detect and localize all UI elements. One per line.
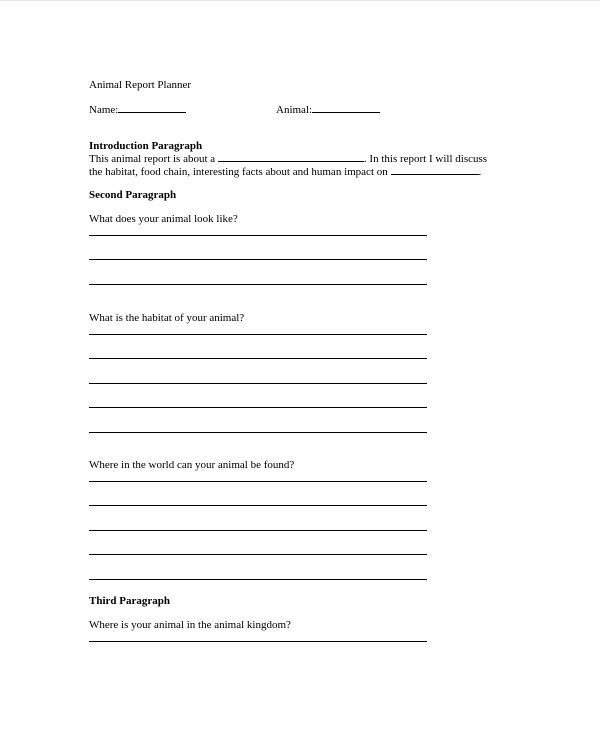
intro-topic-blank[interactable] (391, 165, 479, 175)
name-blank[interactable] (118, 103, 186, 113)
answer-line[interactable] (89, 505, 427, 506)
answer-line[interactable] (89, 407, 427, 408)
answer-line[interactable] (89, 284, 427, 285)
name-label: Name: (89, 104, 119, 116)
intro-line-1 (89, 152, 487, 166)
question-habitat: What is the habitat of your animal? (89, 312, 245, 324)
third-paragraph-heading: Third Paragraph (89, 595, 170, 607)
page-top-border (0, 0, 600, 1)
intro-animal-blank[interactable] (218, 152, 364, 162)
question-location: Where in the world can your animal be found? (89, 459, 295, 471)
intro-line-2-text: the habitat, food chain, interesting facts about and human impact on (89, 166, 388, 178)
answer-line[interactable] (89, 334, 427, 335)
answer-line[interactable] (89, 579, 427, 580)
answer-line[interactable] (89, 481, 427, 482)
answer-line[interactable] (89, 432, 427, 433)
answer-line[interactable] (89, 641, 427, 642)
question-look-like: What does your animal look like? (89, 213, 238, 225)
answer-line[interactable] (89, 554, 427, 555)
answer-line[interactable] (89, 530, 427, 531)
animal-blank[interactable] (312, 103, 380, 113)
intro-heading: Introduction Paragraph (89, 140, 203, 152)
intro-line-2-end: . (478, 166, 482, 178)
question-kingdom: Where is your animal in the animal kingdom? (89, 619, 291, 631)
animal-field-row (276, 103, 380, 117)
document-title: Animal Report Planner (89, 79, 192, 91)
intro-line-2 (89, 165, 481, 179)
answer-line[interactable] (89, 358, 427, 359)
answer-line[interactable] (89, 235, 427, 236)
answer-line[interactable] (89, 383, 427, 384)
second-paragraph-heading: Second Paragraph (89, 189, 177, 201)
answer-line[interactable] (89, 259, 427, 260)
intro-line-1-start: This animal report is about a (89, 153, 216, 165)
name-field-row (89, 103, 186, 117)
intro-line-1-end: . In this report I will discuss (363, 153, 488, 165)
animal-label: Animal: (276, 104, 313, 116)
